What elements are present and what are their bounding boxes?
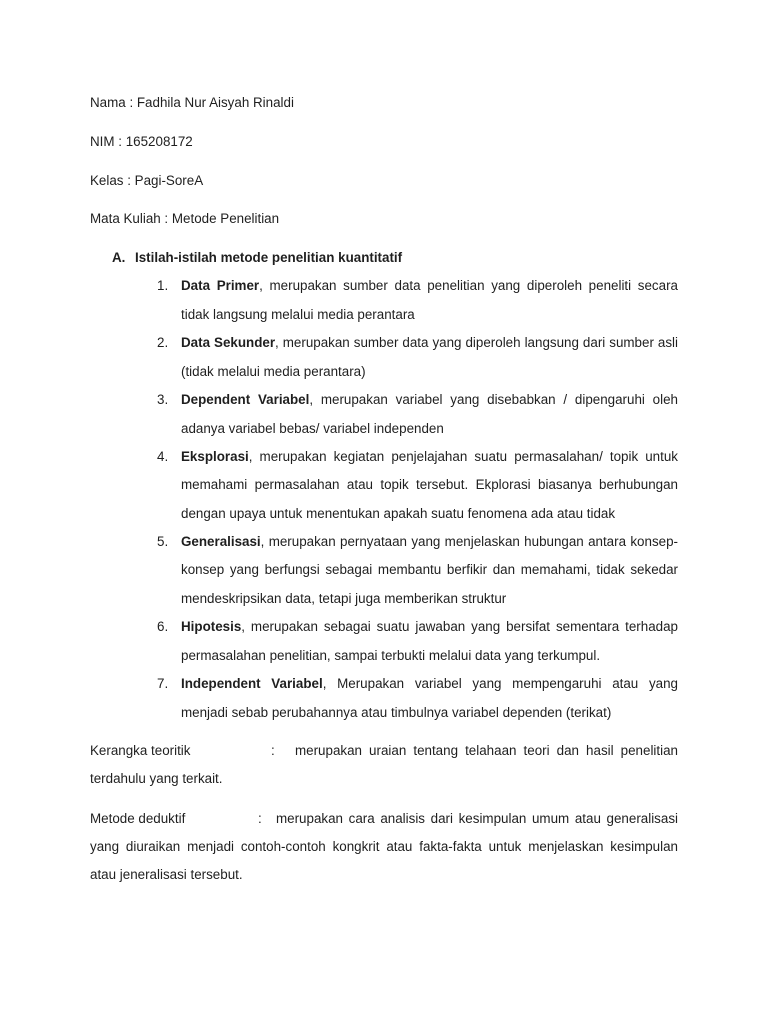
item-7-number: 7. [157,676,169,691]
student-name: Nama : Fadhila Nur Aisyah Rinaldi [90,95,294,110]
item-3-line-2: adanya variabel bebas/ variabel independen [181,421,444,436]
deduktif-line-1: merupakan cara analisis dari kesimpulan umum atau generalisasi [276,811,678,826]
item-5-number: 5. [157,534,169,549]
item-4-line-3: dengan upaya untuk menentukan apakah suatu fenomena ada atau tidak [181,506,616,521]
item-3-term: Dependent Variabel [181,392,310,407]
item-2-line-1 [181,334,678,352]
item-7-line-1 [181,675,678,693]
item-1-text: , merupakan sumber data penelitian yang diperoleh peneliti secara [259,278,678,293]
item-1-line-1 [181,277,678,295]
course-name: Mata Kuliah : Metode Penelitian [90,211,280,226]
deduktif-colon: : [258,811,262,826]
item-2-number: 2. [157,335,169,350]
item-4-line-2: memahami permasalahan atau topik tersebut. Ekplorasi biasanya berhubungan [181,477,678,492]
section-a-letter: A. [112,250,126,265]
item-4-number: 4. [157,449,169,464]
deduktif-line-3: atau jeneralisasi tersebut. [90,867,243,882]
item-5-line-3: mendeskripsikan data, tetapi juga memberikan struktur [181,591,507,606]
kerangka-colon: : [271,743,275,758]
item-1-number: 1. [157,278,169,293]
item-7-term: Independent Variabel [181,676,323,691]
item-6-number: 6. [157,619,169,634]
deduktif-term: Metode deduktif [90,811,186,826]
item-2-term: Data Sekunder [181,335,276,350]
item-5-line-2: konsep yang berfungsi sebagai membantu berfikir dan memahami, tidak sekedar [181,562,678,577]
item-4-text: , merupakan kegiatan penjelajahan suatu permasalahan/ topik untuk [248,449,678,464]
item-7-text: , Merupakan variabel yang mempengaruhi atau yang [322,676,679,691]
section-a-heading: Istilah-istilah metode penelitian kuantitatif [135,250,403,265]
item-1-term: Data Primer [181,278,260,293]
item-5-term: Generalisasi [181,534,261,549]
item-6-line-1 [181,618,678,636]
kerangka-term: Kerangka teoritik [90,743,191,758]
deduktif-line-2: yang diuraikan menjadi contoh-contoh kongkrit atau fakta-fakta untuk menjelaskan kesimpulan [90,839,678,854]
item-2-line-2: (tidak melalui media perantara) [181,364,366,379]
item-1-line-2: tidak langsung melalui media perantara [181,307,415,322]
item-6-line-2: permasalahan penelitian, sampai terbukti melalui data yang terkumpul. [181,648,601,663]
item-3-number: 3. [157,392,169,407]
item-4-term: Eksplorasi [181,449,249,464]
item-4-line-1 [181,448,678,466]
kerangka-line-1: merupakan uraian tentang telahaan teori dan hasil penelitian [295,743,678,758]
item-5-line-1 [181,533,678,551]
kerangka-line-2: terdahulu yang terkait. [90,771,223,786]
student-nim: NIM : 165208172 [90,134,193,149]
section-a-title [112,249,402,267]
item-6-text: , merupakan sebagai suatu jawaban yang bersifat sementara terhadap [241,619,678,634]
item-3-line-1 [181,391,678,409]
student-class: Kelas : Pagi-SoreA [90,173,204,188]
item-2-text: , merupakan sumber data yang diperoleh langsung dari sumber asli [275,335,678,350]
item-6-term: Hipotesis [181,619,242,634]
item-3-text: , merupakan variabel yang disebabkan / dipengaruhi oleh [309,392,678,407]
item-5-text: , merupakan pernyataan yang menjelaskan hubungan antara konsep- [260,534,678,549]
item-7-line-2: menjadi sebab perubahannya atau timbulnya variabel dependen (terikat) [181,705,612,720]
